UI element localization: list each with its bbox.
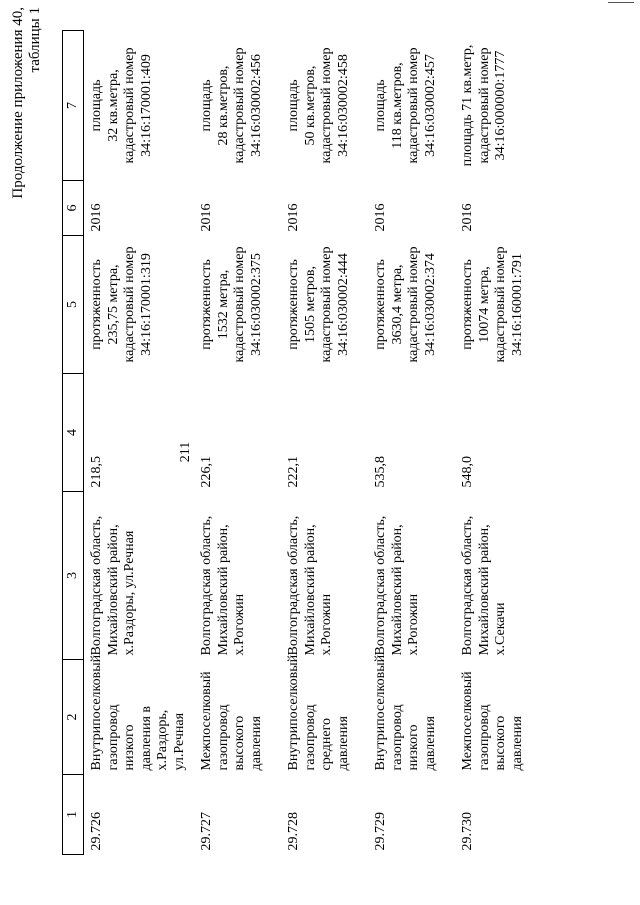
object-details-line: 118 кв.метров, [389,62,405,149]
object-description-line: протяженность [89,259,104,350]
object-name-cell [455,660,542,775]
object-value-cell: 222,1 [286,456,301,488]
table-row [455,31,542,855]
object-description-line: 34:16:030002:374 [422,253,438,356]
object-address-line: х.Рогожин [406,593,421,656]
object-details-line: 34:16:170001:409 [138,54,154,157]
object-name-line: Внутрипоселковый [286,654,301,771]
object-description-line: протяженность [199,259,214,350]
object-description-cell [84,236,195,374]
top-edge-rule [608,2,634,3]
object-address-line: х.Рогожин [319,593,334,656]
object-description-line: 235,75 метра, [105,264,121,345]
object-description-line: кадастровый номер [493,246,508,363]
object-name-cell [368,654,455,775]
object-description-line: кадастровый номер [406,246,421,363]
object-details-line: кадастровый номер [232,47,247,164]
object-year-cell: 2016 [199,203,214,232]
object-address-line: Волгоградская область, [460,515,475,656]
object-name-cell [281,654,368,775]
object-year-cell: 2016 [286,203,301,232]
object-details-line: кадастровый номер [319,47,334,164]
object-name-line: давления [248,716,264,771]
object-description-cell [455,236,542,374]
object-address-cell [368,492,455,660]
object-description-line: 34:16:030002:375 [248,253,264,356]
column-header: 7 [63,31,84,181]
column-header: 2 [63,660,84,775]
object-description-line: кадастровый номер [122,246,137,363]
object-details-cell [455,31,542,181]
object-description-line: 3630,4 метра, [389,264,405,345]
object-address-line: х.Раздоры, ул.Речная [122,530,137,656]
object-description-line: 34:16:170001:319 [138,253,154,356]
object-address-line: Михайловский район, [215,524,231,656]
continuation-note-line1: Продолжение приложения 40, [10,7,26,199]
object-details-line: площадь [199,79,214,132]
object-address-line: х.Секачи [493,602,508,656]
object-description-line: протяженность [373,259,388,350]
object-name-line: Межпоселковый [460,671,475,771]
object-address-cell [281,492,368,660]
rotated-page [10,7,630,897]
table-body [84,31,543,855]
object-details-line: площадь 71 кв.метр, [460,44,475,167]
object-details-line: 28 кв.метров, [215,65,231,146]
table-row [368,31,455,855]
object-description-line: 1532 метра, [215,269,231,340]
object-name-cell [84,654,195,775]
object-name-line: давления в х.Раздорь, [138,706,170,771]
object-address-line: Михайловский район, [476,524,492,656]
column-header: 3 [63,492,84,660]
object-name-cell [194,660,281,775]
object-details-line: 34:16:030002:458 [335,54,351,157]
object-address-line: х.Рогожин [232,593,247,656]
object-address-line: Михайловский район, [389,524,405,656]
object-description-line: протяженность [460,259,475,350]
object-details-line: 50 кв.метров, [302,65,318,146]
object-details-line: 34:16:030002:457 [422,54,438,157]
object-description-line: протяженность [286,259,301,350]
table-row [84,31,195,855]
object-details-line: 32 кв.метра, [105,69,121,142]
object-address-line: Волгоградская область, [199,515,214,656]
object-value-cell: 535,8 [373,456,388,488]
row-number-cell: 29.729 [373,812,388,851]
object-name-line: газопровод высокого [215,704,247,771]
object-year-cell: 2016 [89,203,104,232]
object-address-cell [194,492,281,660]
object-name-line: газопровод среднего [302,704,334,771]
object-name-line: давления [509,716,525,771]
object-description-cell [281,236,368,374]
object-details-cell [84,31,195,181]
object-description-cell [368,236,455,374]
object-description-cell [194,236,281,374]
table-header-row [63,31,84,855]
object-description-line: 10074 метра, [476,266,492,343]
object-details-line: площадь [89,79,104,132]
object-value-cell: 218,5 [89,456,104,488]
continuation-note [10,7,44,199]
object-details-line: кадастровый номер [122,47,137,164]
object-details-line: кадастровый номер [476,47,492,164]
continuation-note-line2: таблицы 1 [27,7,43,73]
object-details-line: 34:16:030002:456 [248,54,264,157]
object-address-line: Волгоградская область, [373,515,388,656]
property-table [62,30,542,855]
object-address-cell [455,492,542,660]
row-number-cell: 29.726 [89,812,104,851]
object-name-line: давления [335,716,351,771]
object-details-cell [368,31,455,181]
table-row [194,31,281,855]
object-name-line: Внутрипоселковый [89,654,104,771]
row-number-cell: 29.728 [286,812,301,851]
page-number: 211 [178,441,193,463]
object-description-line: кадастровый номер [319,246,334,363]
object-description-line: кадастровый номер [232,246,247,363]
object-name-line: давления [422,716,438,771]
table-row [281,31,368,855]
object-description-line: 34:16:030002:444 [335,253,351,356]
object-name-line: ул.Речная [171,712,187,771]
row-number-cell: 29.730 [460,812,475,851]
column-header: 6 [63,181,84,236]
object-name-line: Межпоселковый [199,671,214,771]
object-address-line: Михайловский район, [302,524,318,656]
object-address-line: Михайловский район, [105,524,121,656]
object-address-line: Волгоградская область, [89,515,104,656]
object-name-line: газопровод высокого [476,704,508,771]
object-value-cell: 548,0 [460,456,475,488]
object-description-line: 1505 метров, [302,266,318,343]
row-number-cell: 29.727 [199,812,214,851]
object-details-line: 34:16:000000:1777 [493,50,508,161]
object-details-cell [194,31,281,181]
column-header: 5 [63,236,84,374]
object-details-line: площадь [286,79,301,132]
object-name-line: газопровод низкого [105,704,137,771]
object-name-line: газопровод низкого [389,704,421,771]
object-address-line: Волгоградская область, [286,515,301,656]
object-year-cell: 2016 [373,203,388,232]
column-header: 1 [63,775,84,855]
object-details-cell [281,31,368,181]
object-value-cell: 226,1 [199,456,214,488]
object-address-cell [84,492,195,660]
object-details-line: площадь [373,79,388,132]
object-name-line: Внутрипоселковый [373,654,388,771]
object-description-line: 34:16:160001:791 [509,253,525,356]
object-year-cell: 2016 [460,203,475,232]
object-details-line: кадастровый номер [406,47,421,164]
column-header: 4 [63,374,84,492]
